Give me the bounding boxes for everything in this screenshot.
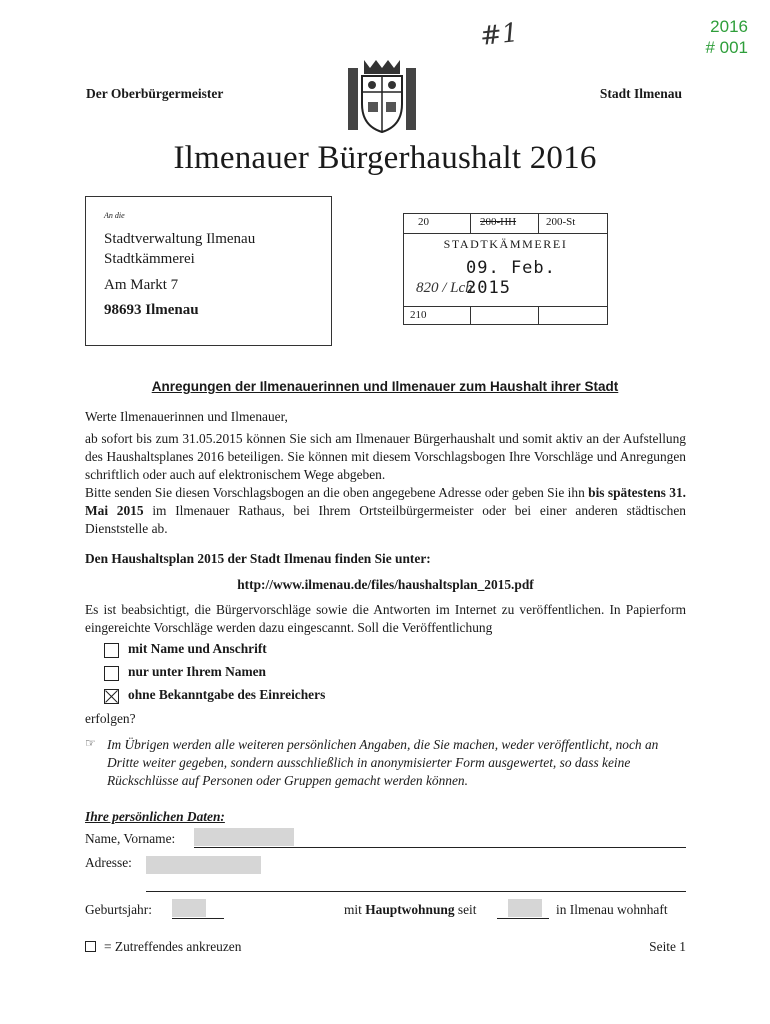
address-line-2: Stadtkämmerei bbox=[104, 251, 195, 267]
submission-text-post: im Ilmenauer Rathaus, bei Ihrem Ortsteilbürgermeister oder bei einer anderen städtischen Dienststelle ab. bbox=[85, 503, 686, 536]
option-anonymous-label: ohne Bekanntgabe des Einreichers bbox=[128, 687, 326, 702]
address-line-4: 98693 Ilmenau bbox=[104, 302, 199, 318]
receipt-stamp bbox=[403, 213, 608, 325]
submission-paragraph bbox=[85, 484, 686, 538]
birth-year-label: Geburtsjahr: bbox=[85, 902, 152, 917]
submission-deadline: bis spätestens 31. Mai 2015 bbox=[85, 485, 686, 518]
privacy-note: Im Übrigen werden alle weiteren persönlichen Angaben, die Sie machen, weder veröffentlicht, noch an Dritte weiter gegeben, sondern ausschließlich in anonymisierter Form ausgewertet, so dass keine Rückschlüsse auf Personen oder Gruppen gemacht werden können. bbox=[107, 737, 659, 788]
stamp-cell-3: 200-St bbox=[546, 216, 576, 228]
main-residence-bold: Hauptwohnung bbox=[365, 902, 455, 917]
name-label: Name, Vorname: bbox=[85, 831, 176, 846]
pointing-hand-icon: ☞ bbox=[85, 736, 96, 750]
stamp-bottom-row bbox=[404, 306, 607, 324]
option-name-only-checkbox[interactable] bbox=[104, 666, 119, 681]
name-field[interactable] bbox=[194, 847, 686, 848]
erfolgen-text: erfolgen? bbox=[85, 711, 136, 726]
sender-title: Der Oberbürgermeister bbox=[86, 86, 224, 101]
recipient-address-box bbox=[85, 196, 332, 346]
legend-checkbox-icon bbox=[85, 941, 96, 952]
main-residence-post: seit bbox=[454, 902, 477, 917]
archive-year: 2016 bbox=[710, 17, 748, 36]
address-redaction bbox=[146, 856, 261, 874]
stamp-cell-2: 200-HH bbox=[480, 216, 517, 228]
city-name: Stadt Ilmenau bbox=[599, 86, 682, 101]
legend-text: = Zutreffendes ankreuzen bbox=[104, 939, 242, 954]
plan-url-link[interactable]: http://www.ilmenau.de/files/haushaltsplan_2015.pdf bbox=[237, 577, 534, 592]
archive-stamp bbox=[705, 16, 748, 58]
main-residence-label bbox=[344, 901, 477, 919]
stamp-date: 09. Feb. 2015 bbox=[466, 258, 556, 298]
option-name-address-checkbox[interactable] bbox=[104, 643, 119, 658]
birth-year-field[interactable] bbox=[172, 918, 224, 919]
personal-data-heading: Ihre persönlichen Daten: bbox=[85, 809, 225, 824]
archive-number: # 001 bbox=[705, 38, 748, 57]
submission-text-pre: Bitte senden Sie diesen Vorschlagsbogen an die oben angegebene Adresse oder geben Sie ihn bbox=[85, 485, 585, 500]
option-name-only-label: nur unter Ihrem Namen bbox=[128, 664, 267, 679]
stamp-top-row bbox=[404, 214, 607, 234]
birth-year-redaction bbox=[172, 899, 206, 917]
stamp-department: STADTKÄMMEREI bbox=[443, 237, 568, 251]
name-redaction bbox=[194, 828, 294, 846]
option-anonymous-checkbox[interactable] bbox=[104, 689, 119, 704]
stamp-cell-bottom: 210 bbox=[410, 309, 427, 321]
address-line-1: Stadtverwaltung Ilmenau bbox=[104, 231, 256, 247]
address-field[interactable] bbox=[146, 891, 686, 892]
address-label: An die bbox=[104, 211, 125, 220]
page-number: Seite 1 bbox=[649, 939, 686, 954]
section-subtitle: Anregungen der Ilmenauerinnen und Ilmenauer zum Haushalt ihrer Stadt bbox=[151, 379, 619, 394]
residence-year-redaction bbox=[508, 899, 542, 917]
plan-heading: Den Haushaltsplan 2015 der Stadt Ilmenau finden Sie unter: bbox=[85, 551, 431, 566]
handwritten-mark: #1 bbox=[478, 18, 520, 52]
greeting: Werte Ilmenauerinnen und Ilmenauer, bbox=[85, 409, 288, 424]
main-residence-pre: mit bbox=[344, 902, 366, 917]
address-line-3: Am Markt 7 bbox=[104, 277, 179, 293]
stamp-cell-1: 20 bbox=[418, 216, 429, 228]
document-title: Ilmenauer Bürgerhaushalt 2016 bbox=[173, 140, 597, 176]
publish-paragraph: Es ist beabsichtigt, die Bürgervorschläge sowie die Antworten im Internet zu veröffentlichen. In Papierform eingereichte Vorschläge werden dazu eingescannt. Soll die Veröffentlichung bbox=[85, 602, 686, 635]
residence-year-field[interactable] bbox=[497, 918, 549, 919]
option-name-address-label: mit Name und Anschrift bbox=[128, 641, 267, 656]
stamp-handwriting: 820 / Lch. bbox=[416, 280, 477, 296]
residence-suffix: in Ilmenau wohnhaft bbox=[556, 902, 668, 917]
address-field-label: Adresse: bbox=[85, 855, 132, 870]
coat-of-arms-icon bbox=[346, 58, 418, 136]
intro-paragraph: ab sofort bis zum 31.05.2015 können Sie sich am Ilmenauer Bürgerhaushalt und somit aktiv an der Aufstellung des Haushaltsplanes 2016 beteiligen. Sie können mit diesem Vorschlagsbogen Ihre Vorschläge und Anregungen schriftlich oder auch auf elektronischem Wege abgeben. bbox=[85, 431, 686, 482]
